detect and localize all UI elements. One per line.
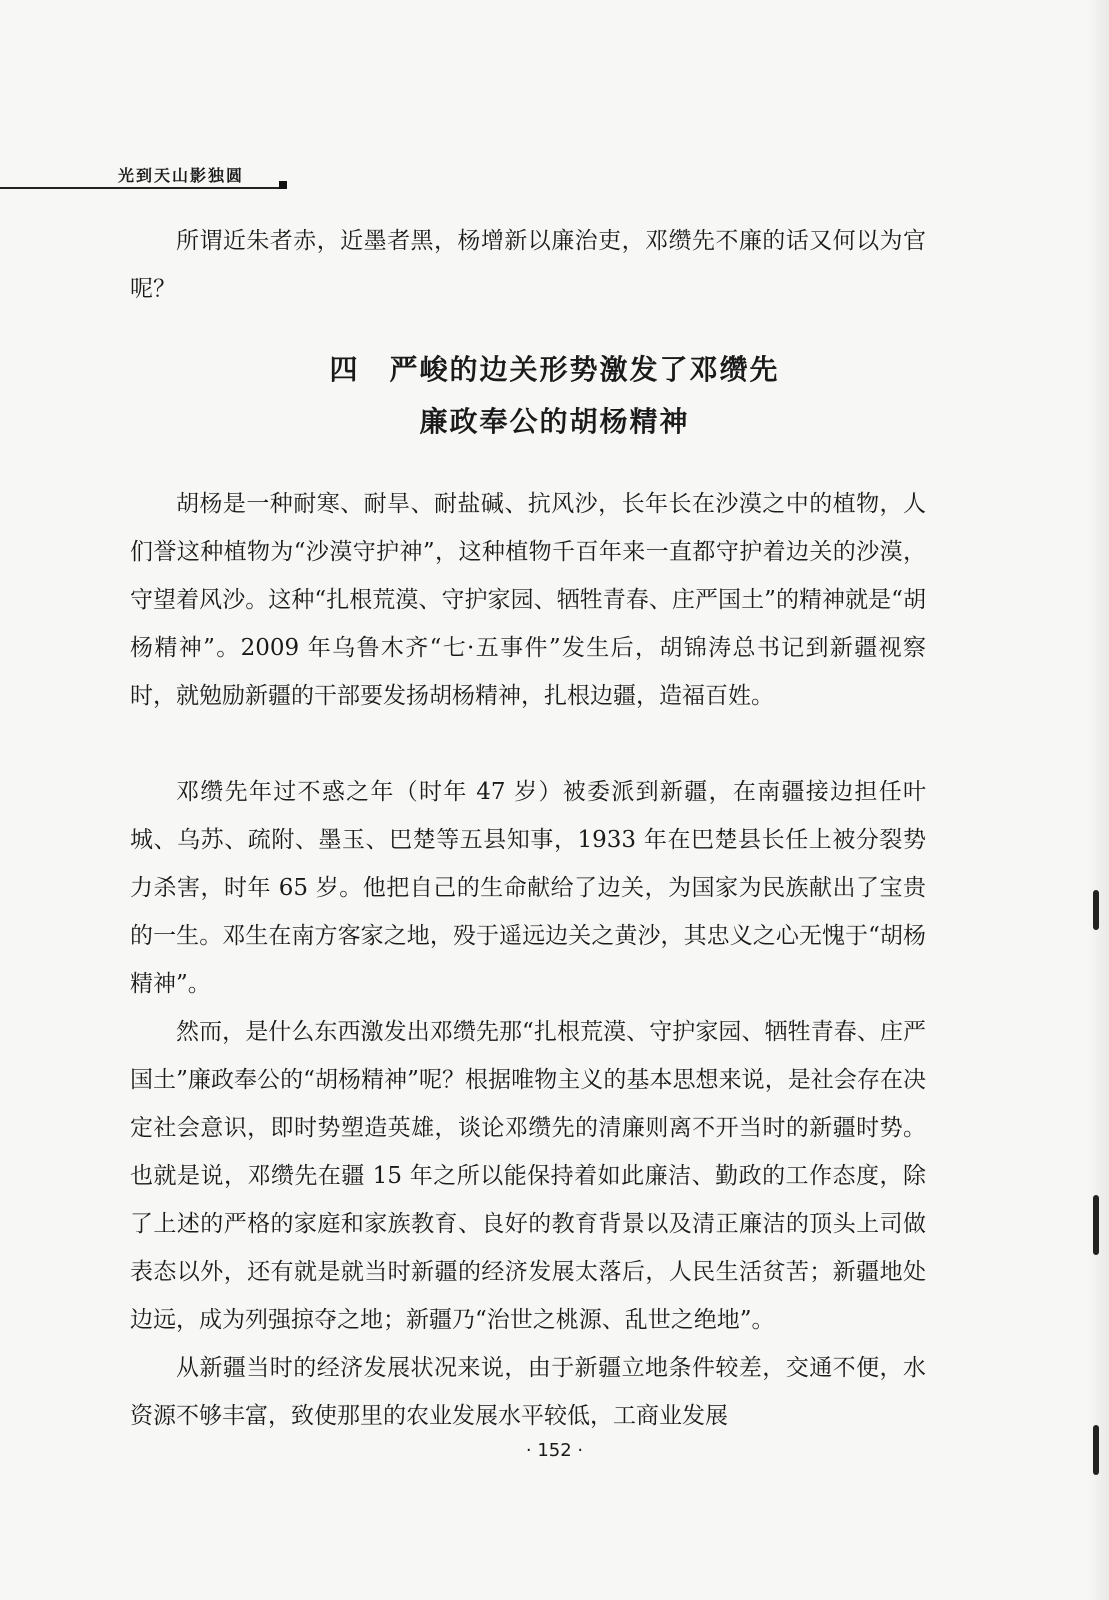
running-header: 光到天山影独圆 — [118, 166, 245, 185]
edge-scan-mark — [1093, 1425, 1099, 1475]
body-paragraph-2: 邓缵先年过不惑之年（时年 47 岁）被委派到新疆，在南疆接边担任叶城、乌苏、疏附、墨玉、巴楚等五县知事，1933 年在巴楚县长任上被分裂势力杀害，时年 65 岁。他把自己的生命献给了边关，为国家为民族献出了宝贵的一生。邓生在南方客家之地，殁于遥远边关之黄沙，其忠义之心无愧于“胡杨精神”。 — [130, 779, 926, 997]
header-rule — [0, 187, 282, 189]
edge-scan-mark — [1093, 1195, 1099, 1255]
section-title-line1 — [0, 348, 1109, 388]
section-title-line2: 廉政奉公的胡杨精神 — [419, 405, 690, 438]
edge-scan-mark — [1093, 890, 1099, 930]
intro-paragraph: 所谓近朱者赤，近墨者黑，杨增新以廉治吏，邓缵先不廉的话又何以为官呢？ — [130, 228, 926, 302]
body-paragraph-4: 从新疆当时的经济发展状况来说，由于新疆立地条件较差，交通不便，水资源不够丰富，致使那里的农业发展水平较低，工商业发展 — [130, 1355, 926, 1429]
section-number: 四 — [329, 353, 360, 386]
header-square-marker — [279, 181, 287, 189]
page-edge-shadow — [1087, 0, 1109, 1600]
page-number: · 152 · — [525, 1440, 584, 1461]
body-paragraph-1: 胡杨是一种耐寒、耐旱、耐盐碱、抗风沙，长年长在沙漠之中的植物，人们誉这种植物为“沙漠守护神”，这种植物千百年来一直都守护着边关的沙漠，守望着风沙。这种“扎根荒漠、守护家园、牺牲青春、庄严国土”的精神就是“胡杨精神”。2009 年乌鲁木齐“七·五事件”发生后，胡锦涛总书记到新疆视察时，就勉励新疆的干部要发扬胡杨精神，扎根边疆，造福百姓。 — [130, 491, 926, 709]
body-paragraph-3: 然而，是什么东西激发出邓缵先那“扎根荒漠、守护家园、牺牲青春、庄严国土”廉政奉公的“胡杨精神”呢？根据唯物主义的基本思想来说，是社会存在决定社会意识，即时势塑造英雄，谈论邓缵先的清廉则离不开当时的新疆时势。也就是说，邓缵先在疆 15 年之所以能保持着如此廉洁、勤政的工作态度，除了上述的严格的家庭和家族教育、良好的教育背景以及清正廉洁的顶头上司做表态以外，还有就是就当时新疆的经济发展太落后，人民生活贫苦；新疆地处边远，成为列强掠夺之地；新疆乃“治世之桃源、乱世之绝地”。 — [130, 1019, 926, 1333]
section-title-text: 严峻的边关形势激发了邓缵先 — [389, 353, 780, 386]
